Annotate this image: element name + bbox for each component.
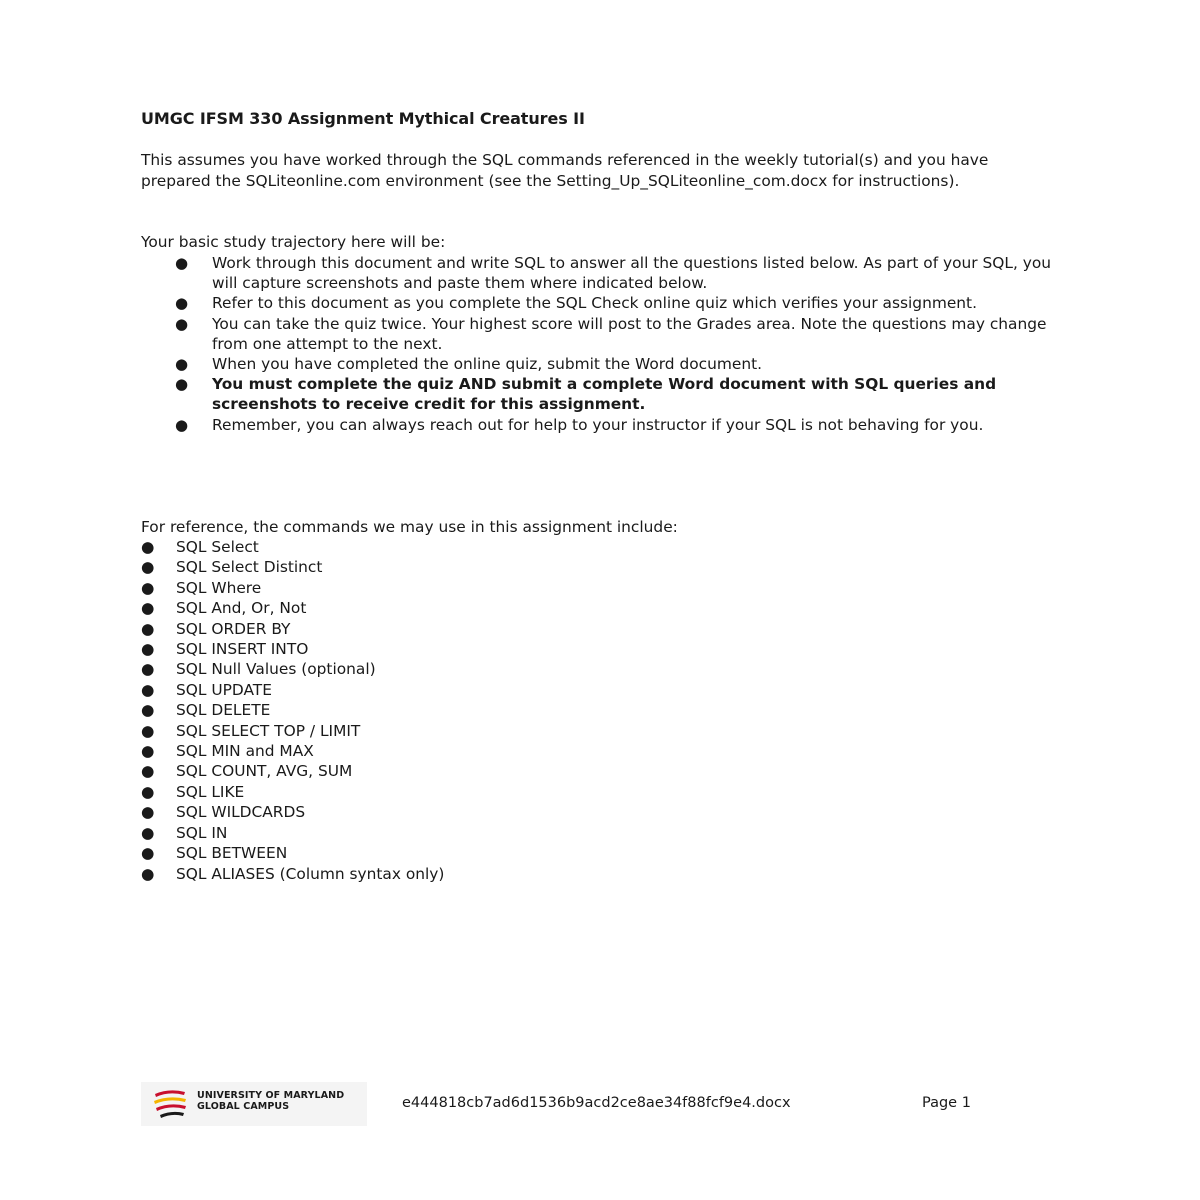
bullet-icon: ● (141, 680, 155, 699)
study-item-text: You must complete the quiz AND submit a complete Word document with SQL queries and screenshots to receive credit for this assignment. (212, 375, 997, 414)
bullet-icon: ● (141, 864, 155, 883)
bullet-icon: ● (141, 599, 155, 618)
reference-list-item (141, 741, 444, 761)
study-list-item (141, 253, 1056, 293)
bullet-icon: ● (141, 640, 155, 659)
reference-command-list (141, 537, 444, 884)
bullet-icon: ● (141, 619, 155, 638)
bullet-icon: ● (141, 660, 155, 679)
logo-line-1: UNIVERSITY OF MARYLAND (197, 1090, 345, 1101)
logo-line-2: GLOBAL CAMPUS (197, 1100, 290, 1112)
reference-list-item (141, 843, 444, 863)
reference-item-text: SQL COUNT, AVG, SUM (176, 762, 353, 781)
reference-item-text: SQL IN (176, 823, 228, 842)
reference-item-text: SQL And, Or, Not (176, 599, 307, 618)
reference-item-text: SQL ORDER BY (176, 619, 291, 638)
study-list-item (141, 314, 1056, 354)
reference-list-item (141, 680, 444, 700)
bullet-icon: ● (141, 823, 155, 842)
reference-list-item (141, 537, 444, 557)
reference-list-item (141, 639, 444, 659)
reference-item-text: SQL INSERT INTO (176, 640, 309, 659)
reference-list-item (141, 659, 444, 679)
reference-item-text: SQL Select Distinct (176, 558, 323, 577)
study-item-text: Work through this document and write SQL to answer all the questions listed below. As part of your SQL, you will capture screenshots and paste them where indicated below. (212, 254, 1052, 293)
footer-page-number: Page 1 (922, 1095, 971, 1111)
reference-list-item (141, 557, 444, 577)
study-list-item (141, 293, 1056, 313)
study-item-text: You can take the quiz twice. Your highest score will post to the Grades area. Note the questions may change from one attempt to the next. (212, 314, 1047, 353)
bullet-icon: ● (175, 314, 189, 333)
study-item-text: Remember, you can always reach out for help to your instructor if your SQL is not behaving for you. (212, 415, 984, 434)
reference-item-text: SQL ALIASES (Column syntax only) (176, 864, 445, 883)
bullet-icon: ● (141, 701, 155, 720)
reference-list-item (141, 721, 444, 741)
reference-item-text: SQL Select (176, 538, 259, 556)
reference-list-item (141, 598, 444, 618)
study-list-item (141, 415, 1056, 435)
reference-list-item (141, 802, 444, 822)
bullet-icon: ● (175, 415, 189, 434)
bullet-icon: ● (141, 578, 155, 597)
bullet-icon: ● (175, 254, 189, 272)
study-trajectory-lead: Your basic study trajectory here will be: (141, 233, 446, 251)
bullet-icon: ● (141, 742, 155, 761)
study-trajectory-list (141, 253, 1056, 435)
reference-lead: For reference, the commands we may use in this assignment include: (141, 518, 678, 536)
bullet-icon: ● (175, 355, 189, 374)
umgc-logo (141, 1082, 367, 1126)
reference-item-text: SQL WILDCARDS (176, 803, 306, 822)
study-list-item (141, 354, 1056, 374)
bullet-icon: ● (141, 844, 155, 863)
bullet-icon: ● (175, 294, 189, 313)
bullet-icon: ● (141, 782, 155, 801)
study-item-text: When you have completed the online quiz, submit the Word document. (212, 355, 762, 374)
reference-list-item (141, 864, 444, 884)
reference-list-item (141, 578, 444, 598)
bullet-icon: ● (141, 558, 155, 577)
document-title: UMGC IFSM 330 Assignment Mythical Creatures II (141, 109, 585, 128)
reference-item-text: SQL MIN and MAX (176, 742, 314, 761)
umgc-logo-mark-icon (151, 1086, 191, 1120)
bullet-icon: ● (141, 762, 155, 781)
intro-paragraph: This assumes you have worked through the SQL commands referenced in the weekly tutorial(s) and you have prepared the SQLiteonline.com environment (see the Setting_Up_SQLiteonline_com.docx for instructions). (141, 151, 989, 190)
reference-list-item (141, 782, 444, 802)
reference-item-text: SQL SELECT TOP / LIMIT (176, 721, 361, 740)
study-item-text: Refer to this document as you complete the SQL Check online quiz which verifies your assignment. (212, 294, 977, 313)
study-list-item-emphasis (141, 374, 1056, 414)
reference-list-item (141, 700, 444, 720)
reference-item-text: SQL BETWEEN (176, 844, 288, 863)
reference-list-item (141, 619, 444, 639)
reference-item-text: SQL DELETE (176, 701, 271, 720)
reference-item-text: SQL UPDATE (176, 680, 272, 699)
bullet-icon: ● (175, 375, 189, 394)
reference-item-text: SQL LIKE (176, 782, 245, 801)
footer-filename: e444818cb7ad6d1536b9acd2ce8ae34f88fcf9e4.docx (402, 1095, 791, 1111)
bullet-icon: ● (141, 721, 155, 740)
reference-list-item (141, 823, 444, 843)
reference-item-text: SQL Where (176, 578, 262, 597)
reference-list-item (141, 761, 444, 781)
reference-item-text: SQL Null Values (optional) (176, 660, 376, 679)
umgc-logo-text (197, 1091, 344, 1112)
bullet-icon: ● (141, 538, 155, 556)
bullet-icon: ● (141, 803, 155, 822)
